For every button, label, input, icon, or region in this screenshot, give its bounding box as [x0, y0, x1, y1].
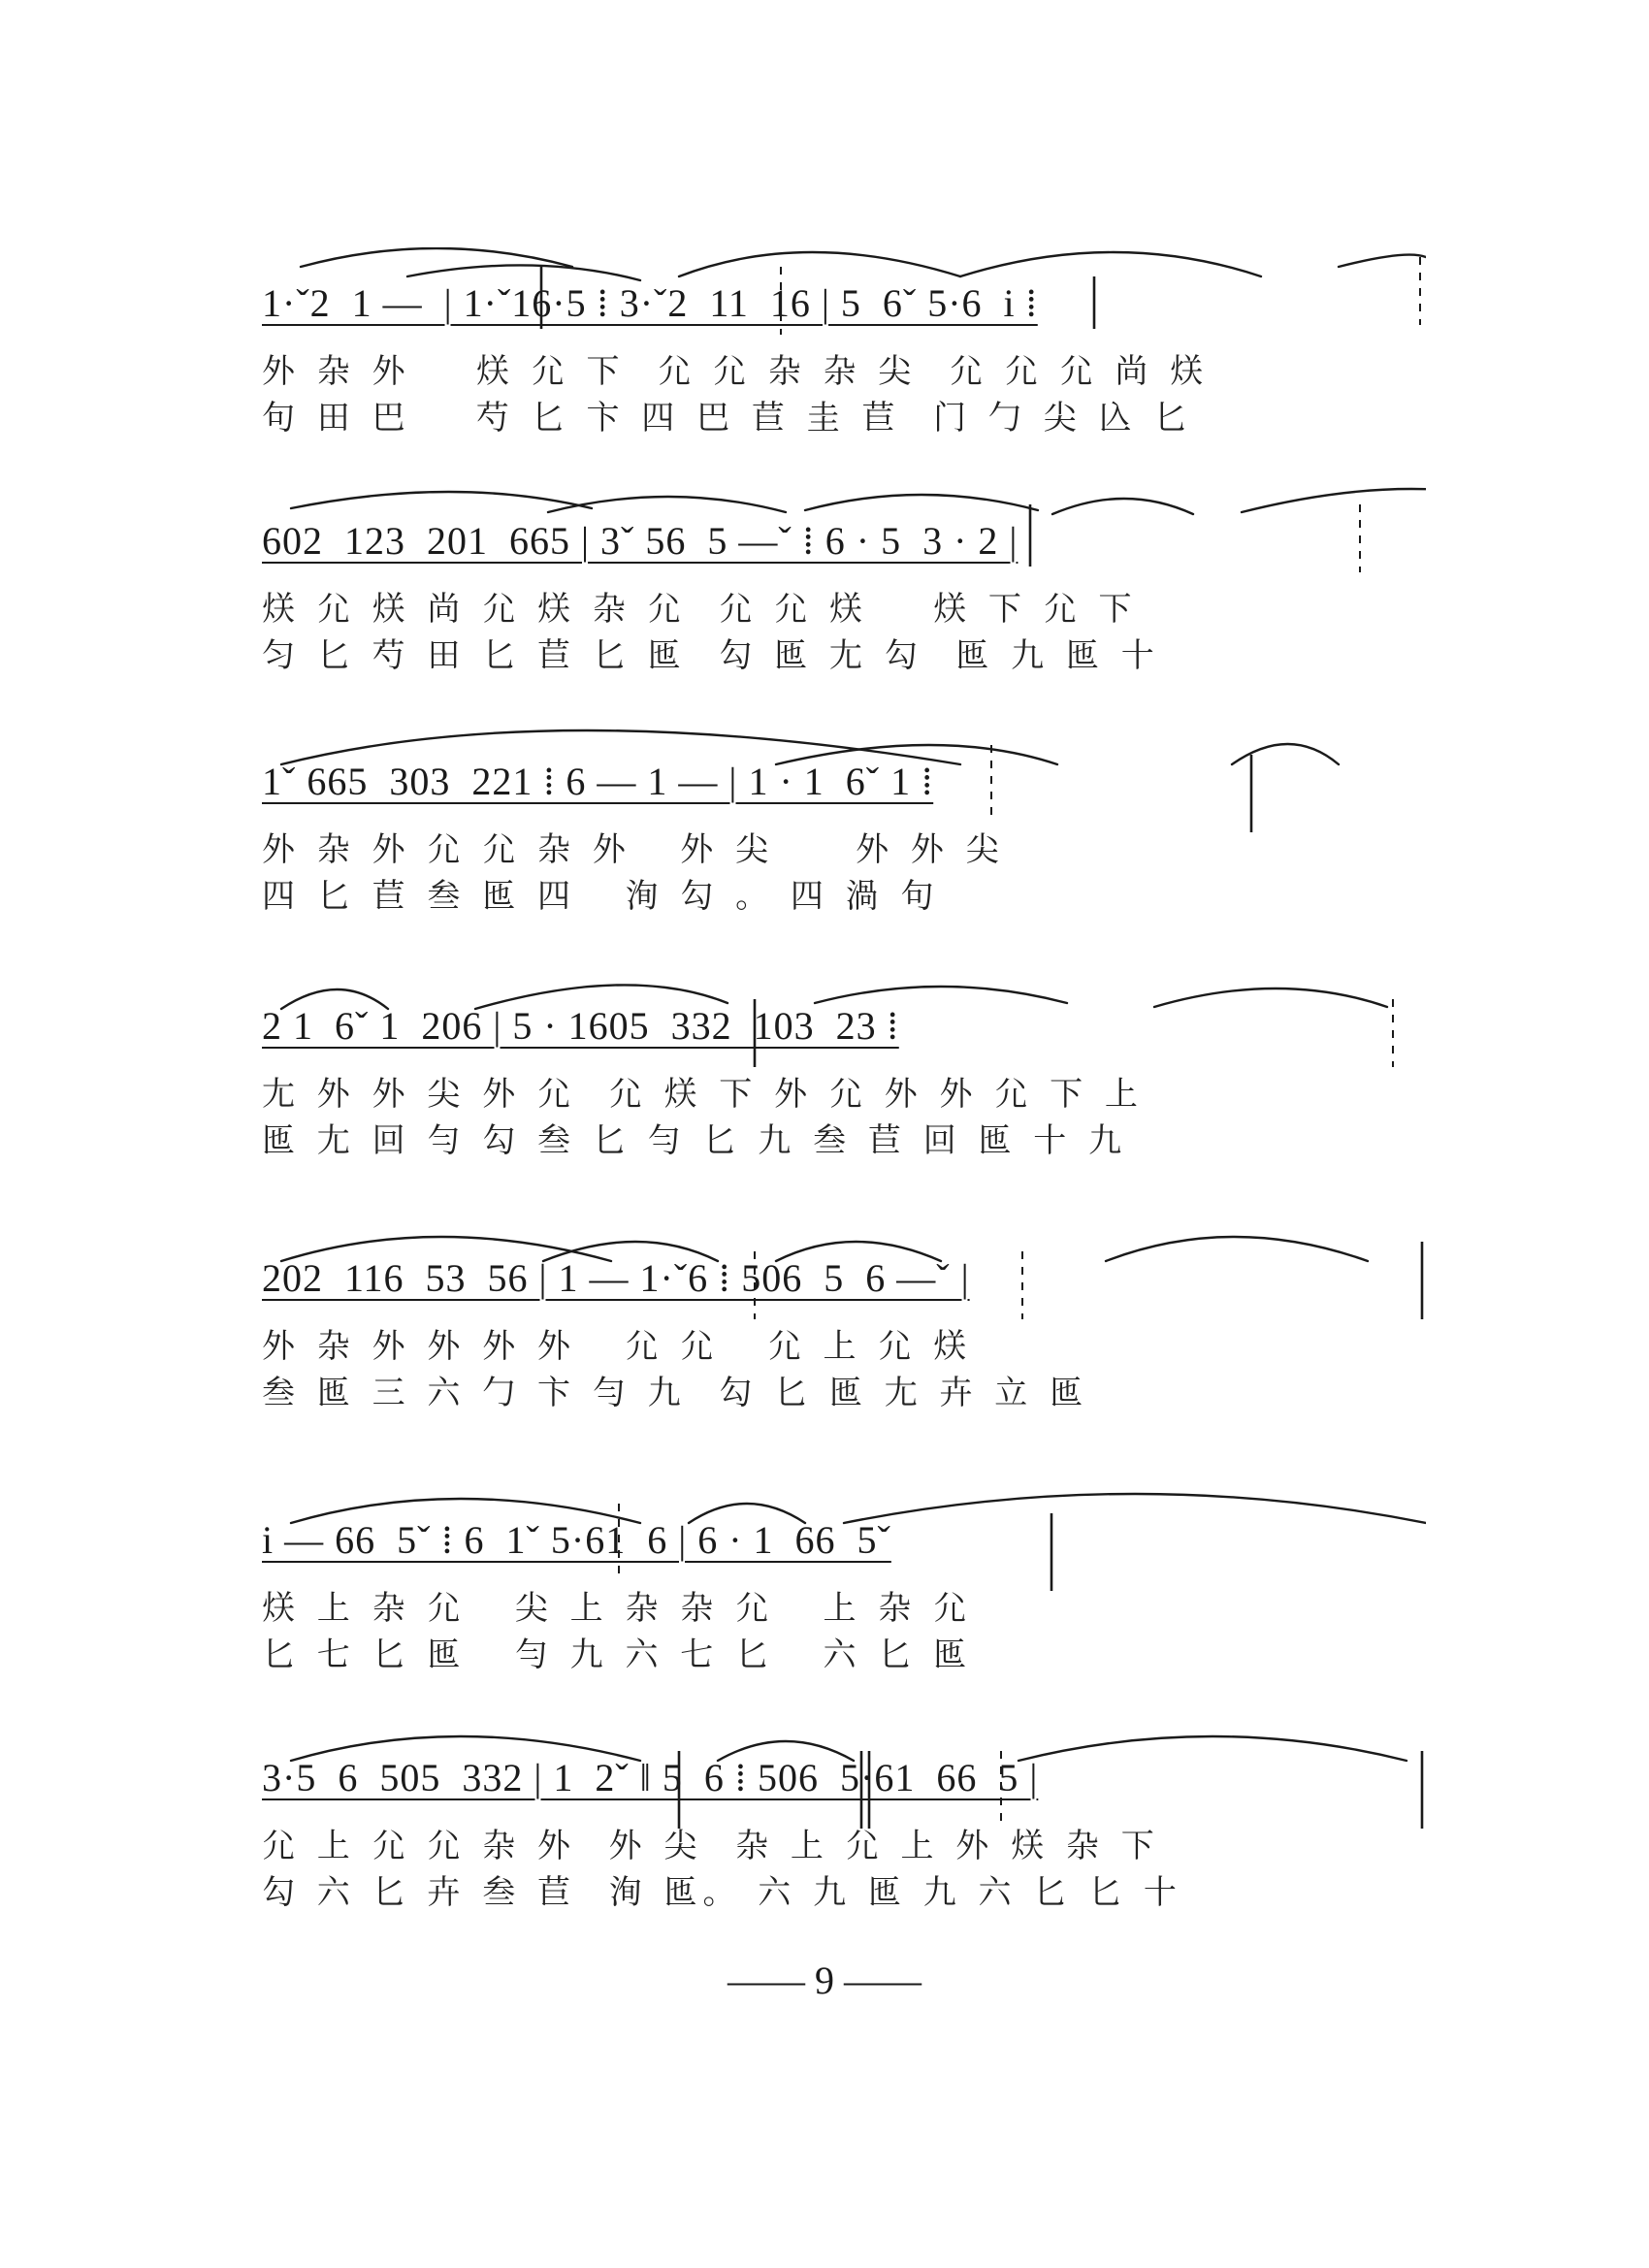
page-number — [0, 1958, 1649, 2003]
staff-row-6 — [262, 1484, 1426, 1707]
jianpu-line-6: i — 66 5ˇ ⁞ 6 1ˇ 5·61 6 | 6 · 1 66 5ˇ — [262, 1518, 891, 1562]
tablature-line-6b: 匕 七 匕 匜 勻 九 六 七 匕 六 匕 匜 — [262, 1636, 973, 1674]
tablature-line-6a: 烪 上 杂 尣 尖 上 杂 杂 尣 上 杂 尣 — [262, 1589, 973, 1628]
staff-row-3 — [262, 726, 1426, 949]
jianpu-line-7: 3·5 6 505 332 | 1 2ˇ ‖ 5 6 ⁞ 506 5·61 66 5 | — [262, 1756, 1039, 1799]
tablature-line-3a: 外 杂 外 尣 尣 杂 外 外 尖 外 外 尖 — [262, 830, 1005, 869]
tablature-line-7b: 勾 六 匕 卉 叁 苣 洵 匜。 六 九 匜 九 六 匕 匕 十 — [262, 1873, 1182, 1912]
page-number-rule-right: —— — [844, 1959, 922, 2002]
tablature-line-7a: 尣 上 尣 尣 杂 外 外 尖 杂 上 尣 上 外 烪 杂 下 — [262, 1827, 1160, 1865]
tablature-line-4a: 尢 外 外 尖 外 尣 尣 烪 下 外 尣 外 外 尣 下 上 — [262, 1075, 1144, 1114]
tablature-line-5a: 外 杂 外 外 外 外 尣 尣 尣 上 尣 烪 — [262, 1327, 973, 1366]
staff-row-4 — [262, 970, 1426, 1193]
tablature-line-4b: 匜 尢 回 勻 勾 叁 匕 勻 匕 九 叁 苣 回 匜 十 九 — [262, 1121, 1128, 1160]
staff-row-7 — [262, 1722, 1426, 1945]
jianpu-line-1: 1·ˇ2 1 — | 1·ˇ16·5 ⁞ 3·ˇ2 11 16 | 5 6ˇ 5·6 i ⁞ — [262, 281, 1038, 325]
tablature-line-1a: 外 杂 外 烪 尣 下 尣 尣 杂 杂 尖 尣 尣 尣 尚 烪 — [262, 352, 1210, 391]
tablature-line-1b: 句 田 巴 芍 匕 卞 四 巴 苣 圭 苣 门 勹 尖 兦 匕 — [262, 399, 1193, 437]
staff-row-5 — [262, 1222, 1426, 1445]
page-number-rule-left: —— — [728, 1959, 805, 2002]
jianpu-line-2: 602 123 201 665 | 3ˇ 56 5 —ˇ ⁞ 6 · 5 3 · 2 | — [262, 519, 1018, 563]
jianpu-line-4: 2 1 6ˇ 1 206 | 5 · 1605 332 103 23 ⁞ — [262, 1004, 899, 1048]
tablature-line-3b: 四 匕 苣 叁 匜 四 洵 勾 。 四 渦 句 — [262, 877, 940, 916]
tablature-line-2b: 匀 匕 芍 田 匕 苣 匕 匜 勾 匜 尢 勾 匜 九 匜 十 — [262, 636, 1160, 675]
jianpu-line-3: 1ˇ 665 303 221 ⁞ 6 — 1 — | 1 · 1 6ˇ 1 ⁞ — [262, 760, 934, 803]
jianpu-line-5: 202 116 53 56 | 1 — 1·ˇ6 ⁞ 506 5 6 —ˇ | — [262, 1256, 970, 1300]
staff-row-2 — [262, 485, 1426, 708]
tablature-line-5b: 叁 匜 三 六 勹 卞 勻 九 勾 匕 匜 尢 卉 立 匜 — [262, 1374, 1089, 1412]
tablature-line-2a: 烪 尣 烪 尚 尣 烪 杂 尣 尣 尣 烪 烪 下 尣 下 — [262, 590, 1138, 629]
staff-row-1 — [262, 247, 1426, 470]
page-number-value: 9 — [815, 1959, 834, 2002]
